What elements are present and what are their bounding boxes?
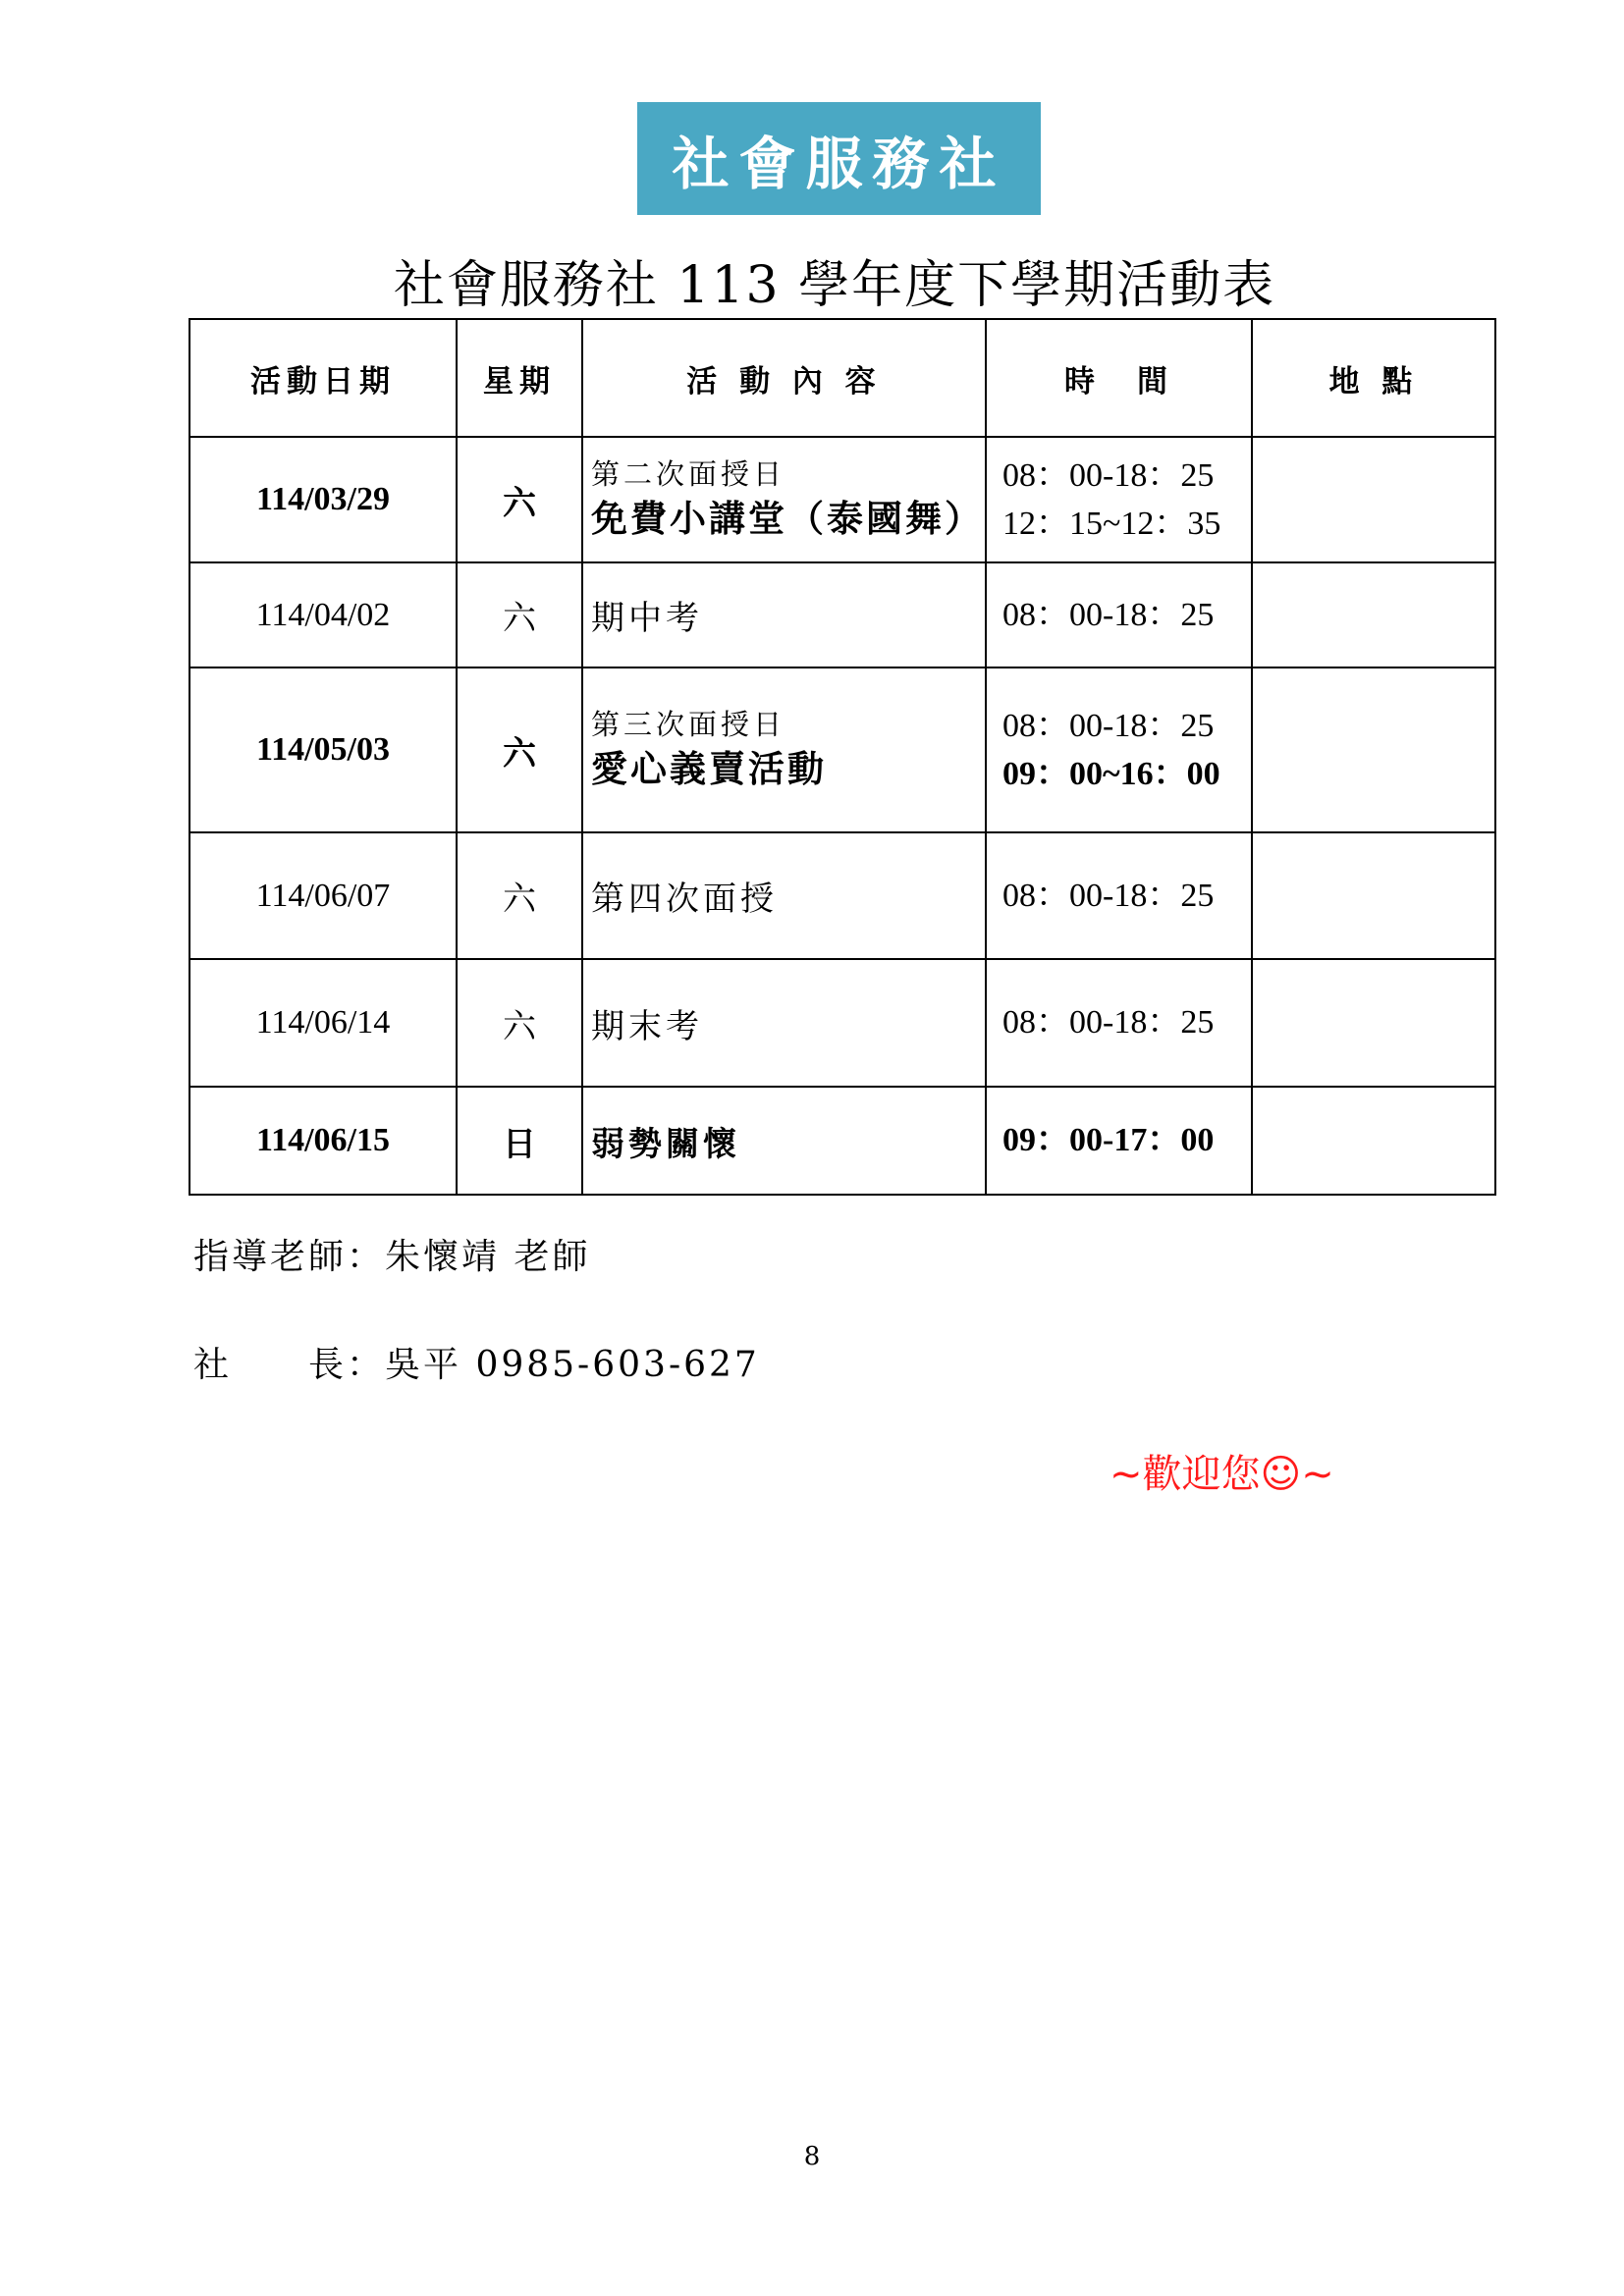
row-content-main: 免費小講堂（泰國舞） bbox=[591, 497, 984, 541]
activity-table bbox=[189, 318, 1496, 1196]
row-weekday: 六 bbox=[457, 667, 582, 832]
row-content: 期末考 bbox=[582, 959, 986, 1087]
row-content bbox=[582, 437, 986, 562]
table-row bbox=[189, 959, 1495, 1087]
row-content-sub: 第二次面授日 bbox=[591, 456, 786, 491]
row-location bbox=[1252, 959, 1495, 1087]
row-content bbox=[582, 667, 986, 832]
row-weekday: 六 bbox=[457, 437, 582, 562]
row-location bbox=[1252, 562, 1495, 667]
header-date: 活動日期 bbox=[189, 319, 457, 437]
header-time: 時 間 bbox=[986, 319, 1252, 437]
row-time: 08：00-18：25 bbox=[986, 832, 1252, 959]
row-time-1: 08：00-18：25 bbox=[1002, 707, 1215, 744]
row-date: 114/06/15 bbox=[189, 1087, 457, 1195]
row-date: 114/04/02 bbox=[189, 562, 457, 667]
table-row bbox=[189, 437, 1495, 562]
banner-text: 社會服務社 bbox=[672, 130, 1006, 197]
table-row bbox=[189, 562, 1495, 667]
table-row bbox=[189, 1087, 1495, 1195]
row-location bbox=[1252, 1087, 1495, 1195]
row-date: 114/05/03 bbox=[189, 667, 457, 832]
row-location bbox=[1252, 667, 1495, 832]
table-header-row bbox=[189, 319, 1495, 437]
row-date: 114/06/14 bbox=[189, 959, 457, 1087]
row-time-1: 08：00-18：25 bbox=[1002, 456, 1215, 494]
row-time: 08：00-18：25 bbox=[986, 959, 1252, 1087]
row-content: 期中考 bbox=[582, 562, 986, 667]
header-location: 地 點 bbox=[1252, 319, 1495, 437]
row-weekday: 六 bbox=[457, 959, 582, 1087]
club-banner bbox=[637, 102, 1041, 215]
row-time: 09：00-17：00 bbox=[986, 1087, 1252, 1195]
row-time bbox=[986, 437, 1252, 562]
header-content: 活 動 內 容 bbox=[582, 319, 986, 437]
row-weekday: 日 bbox=[457, 1087, 582, 1195]
row-content-main: 愛心義賣活動 bbox=[591, 747, 827, 791]
row-date: 114/03/29 bbox=[189, 437, 457, 562]
row-time bbox=[986, 667, 1252, 832]
page-title: 社會服務社 113 學年度下學期活動表 bbox=[393, 256, 1276, 315]
row-location bbox=[1252, 832, 1495, 959]
row-date: 114/06/07 bbox=[189, 832, 457, 959]
row-time-2: 12：15~12：35 bbox=[1002, 506, 1221, 542]
row-time: 08：00-18：25 bbox=[986, 562, 1252, 667]
row-weekday: 六 bbox=[457, 562, 582, 667]
president-line: 社 長：吳平 0985-603-627 bbox=[193, 1345, 760, 1385]
page-number: 8 bbox=[803, 2142, 821, 2171]
row-content-sub: 第三次面授日 bbox=[591, 707, 786, 741]
row-content: 弱勢關懷 bbox=[582, 1087, 986, 1195]
row-location bbox=[1252, 437, 1495, 562]
row-content: 第四次面授 bbox=[582, 832, 986, 959]
table-row bbox=[189, 832, 1495, 959]
welcome-text: ~歡迎您☺~ bbox=[1110, 1452, 1334, 1497]
table-row bbox=[189, 667, 1495, 832]
header-weekday: 星期 bbox=[457, 319, 582, 437]
advisor-line: 指導老師：朱懷靖 老師 bbox=[193, 1237, 591, 1277]
row-weekday: 六 bbox=[457, 832, 582, 959]
row-time-2: 09：00~16：00 bbox=[1002, 756, 1220, 792]
